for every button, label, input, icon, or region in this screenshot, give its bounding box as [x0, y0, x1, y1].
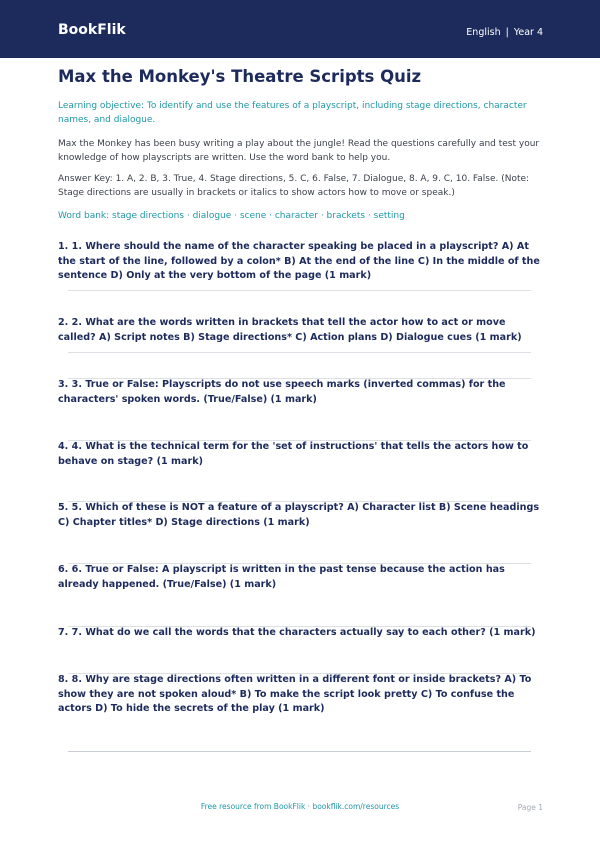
question-2: 2. 2. What are the words written in brackets that tell the actor how to act or move called? A) Script notes B) Stage directions* C) Action plans D) Dialogue cues (1 mark) [58, 317, 522, 343]
question-3: 3. 3. True or False: Playscripts do not use speech marks (inverted commas) for the characters' spoken words. (True/False) (1 mark) [58, 379, 506, 405]
word-bank: Word bank: stage directions · dialogue · scene · character · brackets · setting [58, 211, 405, 221]
question-5: 5. 5. Which of these is NOT a feature of a playscript? A) Character list B) Scene headings C) Chapter titles* D) Stage directions (1 mark) [58, 502, 540, 528]
year-label: Year 4 [513, 27, 543, 38]
answer-key: Answer Key: 1. A, 2. B, 3. True, 4. Stage directions, 5. C, 6. False, 7. Dialogue, 8. A, 9. C, 10. False. (Note: Stage directions are usually in brackets or italics to show actors how to move or speak.) [58, 174, 530, 198]
brand-logo: BookFlik [58, 22, 126, 38]
answer-line-4 [68, 440, 531, 441]
question-4: 4. 4. What is the technical term for the 'set of instructions' that tells the actors how to behave on stage? (1 mark) [58, 441, 529, 467]
bottom-divider [68, 751, 531, 752]
header-separator: | [505, 27, 509, 38]
answer-line-7 [68, 626, 531, 627]
answer-line-1 [68, 290, 531, 291]
subject-label: English [466, 27, 501, 38]
header-bar [0, 0, 600, 58]
answer-line-8 [68, 673, 531, 674]
intro-text: Max the Monkey has been busy writing a play about the jungle! Read the questions carefully and test your knowledge of how playscripts are written. Use the word bank to help you. [58, 139, 540, 163]
answer-line-3 [68, 378, 531, 379]
answer-line-2 [68, 352, 531, 353]
question-1: 1. 1. Where should the name of the character speaking be placed in a playscript? A) At the start of the line, followed by a colon* B) At the end of the line C) In the middle of the sentence D) Only at the very bottom of the page (1 mark) [58, 241, 540, 281]
page-number: Page 1 [517, 803, 543, 812]
footer-link[interactable]: Free resource from BookFlik · bookflik.com/resources [200, 802, 400, 811]
answer-line-5 [68, 501, 531, 502]
learning-objective: Learning objective: To identify and use the features of a playscript, including stage directions, character names, and dialogue. [58, 101, 527, 125]
question-7: 7. 7. What do we call the words that the characters actually say to each other? (1 mark) [58, 627, 536, 638]
question-6: 6. 6. True or False: A playscript is written in the past tense because the action has already happened. (True/False) (1 mark) [58, 564, 505, 590]
header-meta [466, 27, 543, 38]
question-8: 8. 8. Why are stage directions often written in a different font or inside brackets? A) To show they are not spoken aloud* B) To make the script look pretty C) To confuse the actors D) To hide the secrets of the play (1 mark) [58, 674, 532, 714]
page-title: Max the Monkey's Theatre Scripts Quiz [58, 67, 422, 86]
answer-line-6 [68, 563, 531, 564]
